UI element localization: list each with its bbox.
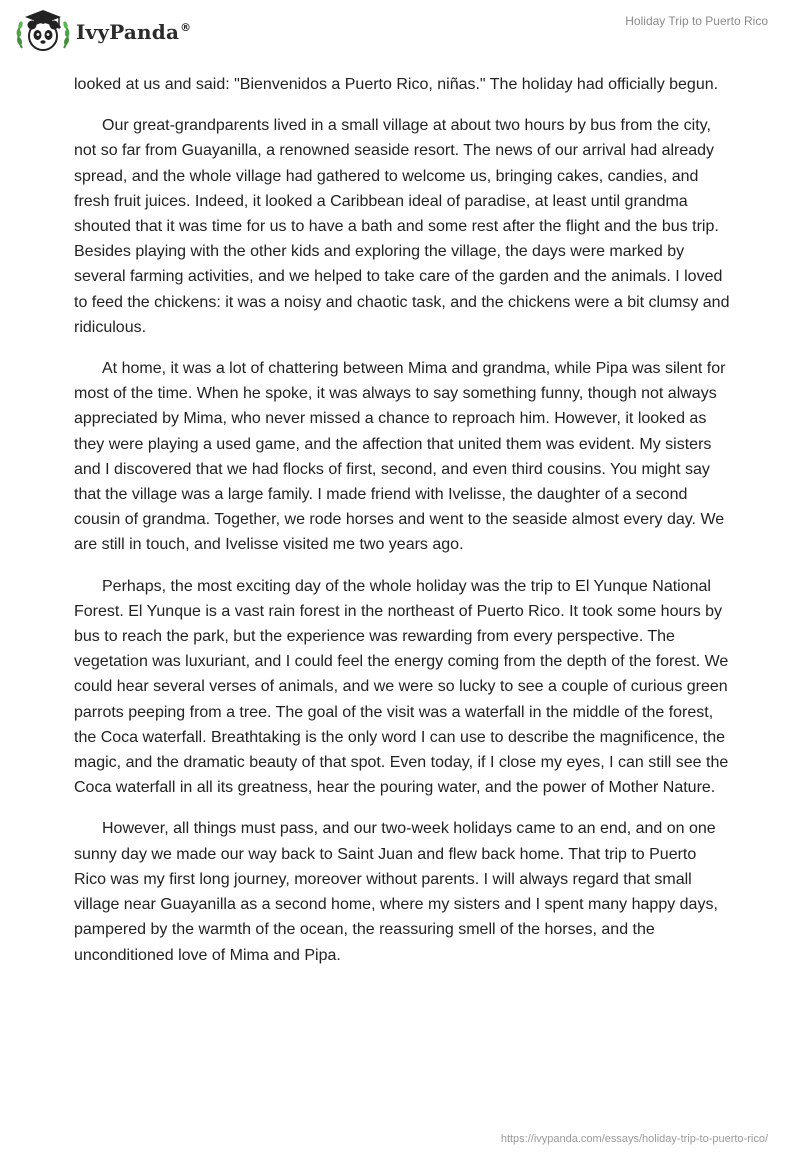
paragraph-continued: looked at us and said: "Bienvenidos a Puerto Rico, niñas." The holiday had officially begun. [74,76,719,93]
brand-name: IvyPanda® [76,20,192,44]
source-url[interactable]: https://ivypanda.com/essays/holiday-trip-to-puerto-rico/ [500,1133,768,1145]
brand-logo[interactable] [14,8,191,54]
essay-body [74,72,730,984]
page-header [0,0,800,60]
paragraph: However, all things must pass, and our two-week holidays came to an end, and on one sunny day we made our way back to Saint Juan and flew back home. That trip to Puerto Rico was my first long journey, moreover without parents. I will always regard that small village near Guayanilla as a second home, where my sisters and I spent many happy days, pampered by the warmth of the ocean, the reassuring smell of the horses, and the unconditioned love of Mima and Pipa. [74,820,718,964]
paragraph: Our great-grandparents lived in a small village at about two hours by bus from the city, not so far from Guayanilla, a renowned seaside resort. The news of our arrival had already spread, and the whole village had gathered to welcome us, bringing cakes, candies, and fresh fruit juices. Indeed, it looked a Caribbean ideal of paradise, at least until grandma shouted that it was time for us to have a bath and some rest after the flight and the bus trip. Besides playing with the other kids and exploring the village, the days were marked by several farming activities, and we helped to take care of the garden and the animals. I loved to feed the chickens: it was a noisy and chaotic task, and the chickens were a bit clumsy and ridiculous. [74,117,730,336]
registered-mark: ® [180,21,192,35]
document-title: Holiday Trip to Puerto Rico [625,14,768,28]
paragraph: Perhaps, the most exciting day of the whole holiday was the trip to El Yunque National Forest. El Yunque is a vast rain forest in the northeast of Puerto Rico. It took some hours by bus to reach the park, but the experience was rewarding from every perspective. The vegetation was luxuriant, and I could feel the energy coming from the depth of the forest. We could hear several verses of animals, and we were so lucky to see a couple of curious green parrots peeping from a tree. The goal of the visit was a waterfall in the middle of the forest, the Coca waterfall. Breathtaking is the only word I can use to describe the magnificence, the magic, and the dramatic beauty of that spot. Even today, if I close my eyes, I can still see the Coca waterfall in all its greatness, hear the pouring water, and the power of Mother Nature. [74,577,729,797]
paragraph: At home, it was a lot of chattering between Mima and grandma, while Pipa was silent for most of the time. When he spoke, it was always to say something funny, though not always appreciated by Mima, who never missed a chance to reproach him. However, it looked as they were playing a used game, and the affection that united them was evident. My sisters and I discovered that we had flocks of first, second, and even third cousins. You might say that the village was a large family. I made friend with Ivelisse, the daughter of a second cousin of grandma. Together, we rode horses and went to the seaside almost every day. We are still in touch, and Ivelisse visited me two years ago. [74,360,726,554]
panda-graduate-logo-icon [14,8,72,54]
